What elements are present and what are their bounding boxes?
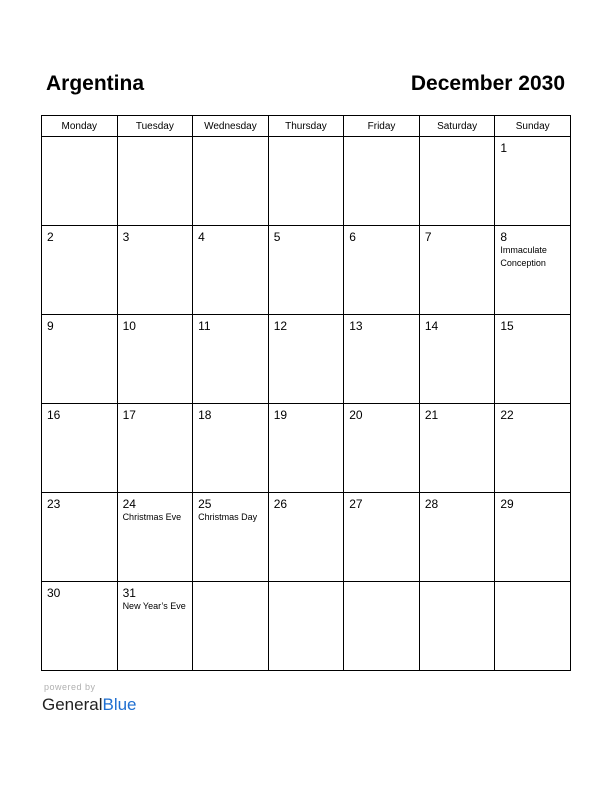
holiday-label: Christmas Eve: [122, 512, 182, 522]
weekday-header-thursday: Thursday: [268, 116, 344, 137]
day-number: 27: [349, 497, 363, 511]
day-cell: [193, 493, 269, 582]
day-cell: [193, 404, 269, 493]
day-number: 22: [500, 408, 514, 422]
day-cell: [495, 582, 571, 671]
weekday-header-sunday: Sunday: [495, 116, 571, 137]
day-cell: [117, 315, 193, 404]
day-number: 1: [500, 141, 508, 155]
day-cell: [495, 404, 571, 493]
weekday-header-friday: Friday: [344, 116, 420, 137]
day-number: 18: [198, 408, 212, 422]
week-row: [42, 315, 571, 404]
country-title: Argentina: [46, 72, 145, 95]
weekday-header-saturday: Saturday: [419, 116, 495, 137]
day-cell: [117, 226, 193, 315]
day-cell: [268, 404, 344, 493]
day-cell: [117, 404, 193, 493]
day-cell: [495, 315, 571, 404]
day-number: 16: [47, 408, 61, 422]
day-cell: [344, 404, 420, 493]
day-cell: [42, 582, 118, 671]
day-number: 7: [424, 230, 432, 244]
day-cell: [419, 582, 495, 671]
calendar-body: [42, 137, 571, 671]
day-number: 5: [273, 230, 281, 244]
day-number: 23: [47, 497, 61, 511]
brand-blue-text: Blue: [102, 695, 137, 714]
day-number: 11: [198, 319, 211, 333]
month-year-title: December 2030: [410, 72, 565, 95]
day-cell: [495, 137, 571, 226]
day-cell: [344, 315, 420, 404]
day-cell: [42, 226, 118, 315]
day-cell: [193, 137, 269, 226]
day-cell: [268, 226, 344, 315]
day-cell: [268, 315, 344, 404]
week-row: [42, 404, 571, 493]
weekday-header-row: [42, 116, 571, 137]
day-cell: [117, 493, 193, 582]
day-cell: [193, 582, 269, 671]
day-cell: [344, 137, 420, 226]
holiday-label: Immaculate Conception: [500, 245, 547, 268]
week-row: [42, 493, 571, 582]
day-number: 29: [500, 497, 514, 511]
day-number: 3: [122, 230, 130, 244]
footer-branding: [42, 682, 137, 716]
powered-by-text: powered by: [44, 682, 96, 692]
holiday-label: New Year’s Eve: [122, 601, 186, 611]
day-cell: [42, 493, 118, 582]
day-cell: [42, 404, 118, 493]
day-number: 24: [122, 497, 136, 511]
brand-general-text: General: [42, 695, 103, 714]
day-number: 4: [198, 230, 205, 244]
day-number: 2: [47, 230, 54, 244]
day-number: 13: [349, 319, 363, 333]
day-number: 10: [122, 319, 136, 333]
day-number: 25: [198, 497, 212, 511]
day-cell: [268, 137, 344, 226]
day-number: 21: [424, 408, 439, 422]
day-cell: [117, 137, 193, 226]
day-cell: [344, 226, 420, 315]
weekday-header-tuesday: Tuesday: [117, 116, 193, 137]
day-cell: [117, 582, 193, 671]
day-cell: [268, 582, 344, 671]
day-cell: [193, 226, 269, 315]
week-row: [42, 137, 571, 226]
day-number: 9: [47, 319, 54, 333]
day-number: 14: [424, 319, 439, 333]
calendar-grid: [41, 115, 571, 671]
day-number: 19: [273, 408, 288, 422]
day-cell: [42, 137, 118, 226]
week-row: [42, 226, 571, 315]
holiday-label: Christmas Day: [198, 512, 258, 522]
day-cell: [419, 493, 495, 582]
day-number: 8: [500, 230, 508, 244]
day-cell: [419, 226, 495, 315]
day-cell: [419, 404, 495, 493]
day-cell: [42, 315, 118, 404]
day-cell: [344, 493, 420, 582]
day-number: 30: [47, 586, 61, 600]
day-cell: [495, 493, 571, 582]
day-cell: [419, 137, 495, 226]
weekday-header-monday: Monday: [42, 116, 118, 137]
day-cell: [419, 315, 495, 404]
week-row: [42, 582, 571, 671]
day-number: 26: [273, 497, 288, 511]
day-cell: [495, 226, 571, 315]
day-number: 28: [424, 497, 439, 511]
day-number: 31: [122, 586, 136, 600]
day-number: 17: [122, 408, 136, 422]
day-cell: [344, 582, 420, 671]
day-number: 15: [500, 319, 514, 333]
day-cell: [193, 315, 269, 404]
generalblue-logo: [42, 694, 137, 716]
day-cell: [268, 493, 344, 582]
weekday-header-wednesday: Wednesday: [193, 116, 269, 137]
day-number: 12: [273, 319, 288, 333]
day-number: 6: [349, 230, 356, 244]
day-number: 20: [349, 408, 363, 422]
